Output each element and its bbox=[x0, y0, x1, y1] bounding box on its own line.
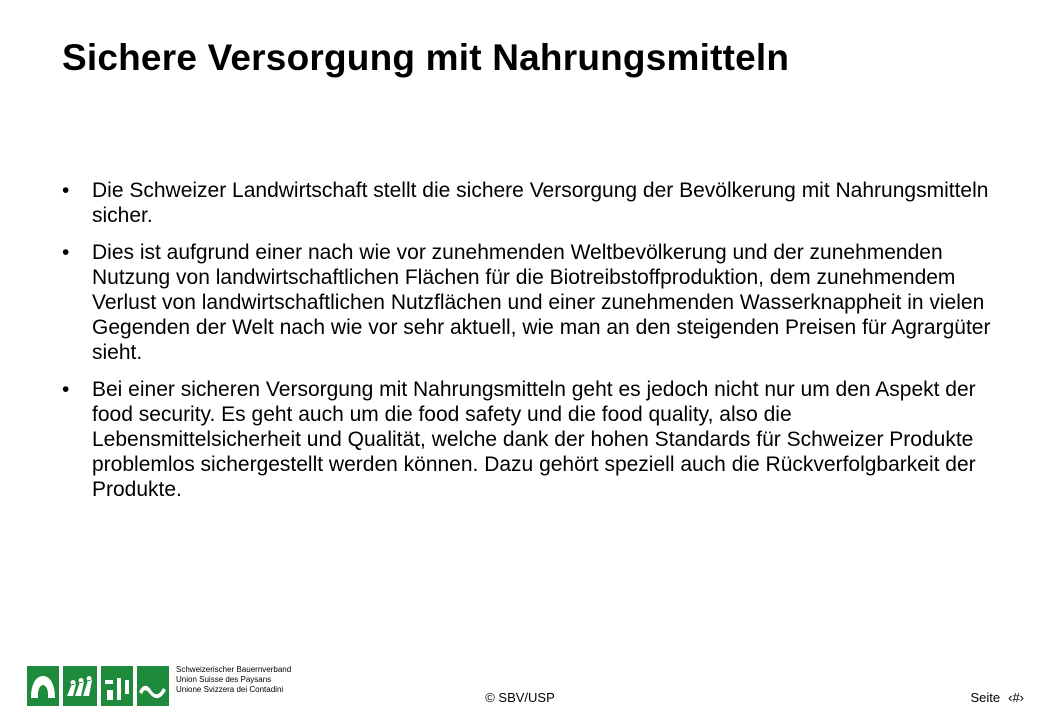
logo-block-fields bbox=[101, 666, 133, 706]
org-name-de: Schweizerischer Bauernverband bbox=[176, 665, 292, 674]
bullet-dot: • bbox=[62, 179, 70, 202]
logo-blocks bbox=[27, 666, 169, 706]
bullet-text: Bei einer sicheren Versorgung mit Nahrungsmitteln geht es jedoch nicht nur um den Aspekt der food security. Es geht auch um die food safety und die food quality, also die Lebensmittelsicherheit und Qualität, welche dank der hohen Standards für Schweizer Produkte problemlos sichergestellt werden können. Dazu gehört speziell auch die Rückverfolgbarkeit der Produkte. bbox=[92, 378, 976, 501]
bullet-dot: • bbox=[62, 241, 70, 264]
bullet-item bbox=[62, 377, 992, 502]
page-indicator bbox=[970, 690, 1024, 705]
logo-block-people bbox=[63, 666, 97, 706]
page-number: ‹#› bbox=[1008, 690, 1024, 705]
org-name-fr: Union Suisse des Paysans bbox=[176, 675, 272, 684]
logo-block-wave bbox=[137, 666, 169, 706]
bullet-text: Dies ist aufgrund einer nach wie vor zunehmenden Weltbevölkerung und der zunehmenden Nutzung von landwirtschaftlichen Flächen für die Biotreibstoffproduktion, dem zunehmendem Verlust von landwirtschaftlichen Nutzflächen und einer zunehmenden Wasserknappheit in vielen Gegenden der Welt nach wie vor sehr aktuell, wie man an den steigenden Preisen für Agrargüter sieht. bbox=[92, 241, 991, 364]
org-name-it: Unione Svizzera dei Contadini bbox=[176, 685, 284, 694]
bullet-list bbox=[62, 178, 992, 514]
copyright-notice: © SBV/USP bbox=[485, 690, 555, 705]
bullet-text: Die Schweizer Landwirtschaft stellt die sichere Versorgung der Bevölkerung mit Nahrungsmitteln sicher. bbox=[92, 179, 989, 227]
organisation-name bbox=[176, 665, 291, 695]
bullet-item bbox=[62, 240, 992, 365]
bullet-dot: • bbox=[62, 378, 70, 401]
sbv-usp-logo-icon bbox=[27, 666, 169, 706]
slide-title: Sichere Versorgung mit Nahrungsmitteln bbox=[62, 37, 790, 78]
logo-block-arch bbox=[27, 666, 59, 706]
bullet-item bbox=[62, 178, 992, 228]
page-label: Seite bbox=[970, 690, 1001, 705]
